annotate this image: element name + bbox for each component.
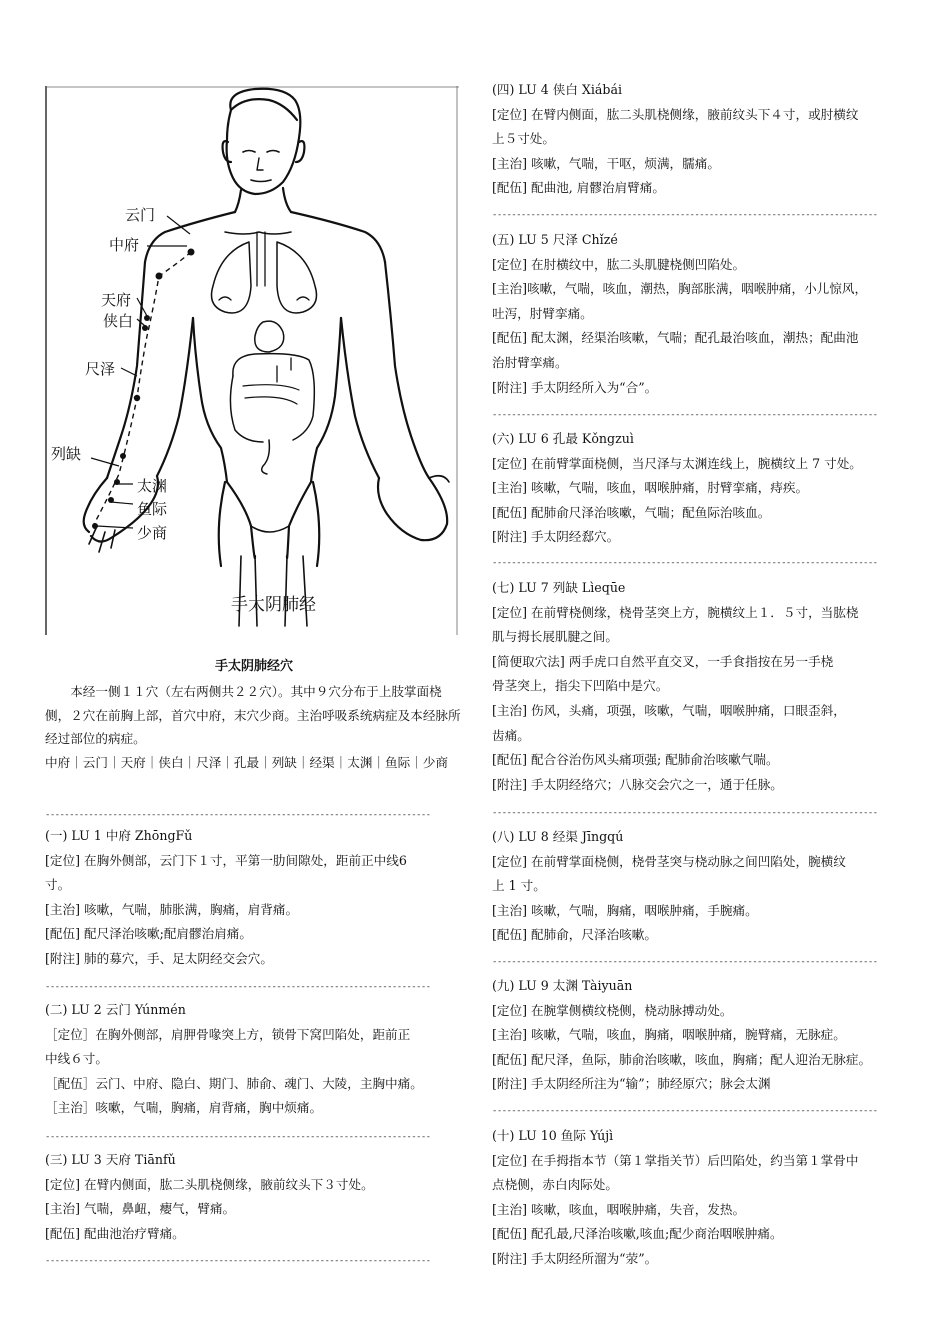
label-zhongfu: 中府 [109, 236, 140, 254]
intro-text: 本经一侧１１穴（左右两侧共２２穴）。其中９穴分布于上肢掌面桡侧，２穴在前胸上部，首穴中府，末穴少商。主治呼吸系统病症及本经脉所经过部位的病症。 [45, 684, 461, 746]
section-line: [主治] 咳嗽，气喘，干呕，烦满，臑痛。 [492, 155, 720, 171]
section-line: [主治] 咳嗽，气喘，咳血，咽喉肿痛，肘臂挛痛，痔疾。 [492, 480, 809, 496]
section-heading: (七) LU 7 列缺 Lìeqūe [492, 580, 626, 595]
acupoint-section-lu3 [45, 1148, 475, 1246]
section-line: [定位] 在腕掌侧横纹桡侧，桡动脉搏动处。 [492, 1002, 733, 1018]
section-line: [配伍] 配肺俞尺泽治咳嗽，气喘；配鱼际治咳血。 [492, 504, 771, 520]
section-caption: 手太阴肺经穴 [214, 659, 293, 674]
section-heading: (十) LU 10 鱼际 Yújì [492, 1128, 614, 1143]
separator: -------------------------------------------------------------------------------- [492, 410, 877, 420]
section-line: [定位] 在前臂桡侧缘，桡骨茎突上方，腕横纹上１．５寸，当肱桡 [492, 604, 859, 620]
separator: -------------------------------------------------------------------------------- [492, 808, 877, 818]
section-line: [附注] 手太阴经所入为“合”。 [492, 379, 658, 395]
section-line: [定位] 在胸外侧部，云门下１寸，平第一肋间隙处，距前正中线6 [45, 852, 407, 868]
section-line: [配伍] 配尺泽治咳嗽;配肩髎治肩痛。 [45, 926, 252, 942]
label-tianfu: 天府 [101, 291, 132, 309]
section-line: 齿痛。 [492, 727, 530, 743]
section-line: [配伍] 配肺俞，尺泽治咳嗽。 [492, 927, 657, 943]
acupoint-section-lu7 [492, 576, 917, 797]
section-line: [定位] 在肘横纹中，肱二头肌腱桡侧凹陷处。 [492, 256, 746, 272]
section-line: [配伍] 配曲池治疗臂痛。 [45, 1225, 185, 1241]
section-line: 骨茎突上，指尖下凹陷中是穴。 [492, 678, 669, 694]
section-line: [主治] 咳嗽，气喘，胸痛，咽喉肿痛，手腕痛。 [492, 902, 758, 918]
separator: -------------------------------------------------------------------------------- [45, 1132, 430, 1142]
label-xiabai: 侠白 [103, 312, 134, 330]
section-line: [配伍] 配合谷治伤风头痛项强; 配肺俞治咳嗽气喘。 [492, 752, 779, 768]
section-line: [定位] 在手拇指本节（第１掌指关节）后凹陷处，约当第１掌骨中 [492, 1152, 859, 1168]
separator: -------------------------------------------------------------------------------- [492, 1106, 877, 1116]
section-heading: (四) LU 4 侠白 Xiábái [492, 82, 623, 97]
label-chize: 尺泽 [85, 360, 116, 378]
section-line: [简便取穴法] 两手虎口自然平直交叉，一手食指按在另一手桡 [492, 653, 834, 669]
label-shaoshang: 少商 [137, 524, 168, 542]
section-line: [配伍] 配曲池, 肩髎治肩臂痛。 [492, 180, 665, 196]
section-line: [主治] 伤风，头痛，项强，咳嗽，气喘，咽喉肿痛，口眼歪斜， [492, 702, 846, 718]
separator: -------------------------------------------------------------------------------- [492, 957, 877, 967]
acupoint-section-lu9 [492, 974, 917, 1097]
separator: -------------------------------------------------------------------------------- [492, 210, 877, 220]
section-line: 点桡侧，赤白肉际处。 [492, 1177, 618, 1193]
section-line: 上 1 寸。 [492, 878, 546, 894]
section-line: [定位] 在前臂掌面桡侧，桡骨茎突与桡动脉之间凹陷处，腕横纹 [492, 853, 846, 869]
section-heading: (八) LU 8 经渠 Jīngqú [492, 829, 624, 844]
section-line: 治肘臂挛痛。 [492, 354, 568, 370]
figure-title: 手太阴肺经 [231, 595, 316, 615]
section-line: [附注] 手太阴经所溜为“荥”。 [492, 1250, 658, 1266]
section-line: [附注] 肺的募穴，手、足太阴经交会穴。 [45, 950, 273, 966]
separator: -------------------------------------------------------------------------------- [45, 982, 430, 992]
section-line: 肌与拇长展肌腱之间。 [492, 629, 618, 645]
section-line: [主治] 气喘，鼻衄，瘿气，臂痛。 [45, 1201, 236, 1217]
section-line: ［定位］在胸外侧部，肩胛骨喙突上方，锁骨下窝凹陷处，距前正 [45, 1026, 411, 1042]
section-line: [配伍] 配太渊，经渠治咳嗽，气喘；配孔最治咳血，潮热；配曲池 [492, 330, 859, 346]
body-diagram [45, 86, 459, 635]
section-line: [附注] 手太阴经所注为“输”；肺经原穴；脉会太渊 [492, 1076, 771, 1092]
label-yunmen: 云门 [125, 206, 156, 224]
acupoint-section-lu4 [492, 78, 917, 201]
section-line: 吐泻，肘臂挛痛。 [492, 305, 593, 321]
separator: -------------------------------------------------------------------------------- [45, 810, 431, 820]
section-line: [定位] 在臂内侧面，肱二头肌桡侧缘，腋前纹头下４寸，或肘横纹 [492, 106, 859, 122]
section-line: [附注] 手太阴经络穴；八脉交会穴之一，通于任脉。 [492, 776, 783, 792]
acupoint-section-lu6 [492, 427, 917, 550]
acupoint-section-lu8 [492, 825, 917, 948]
section-heading: (九) LU 9 太渊 Tàiyuān [492, 978, 633, 993]
section-line: [主治] 咳嗽，气喘，肺胀满，胸痛，肩背痛。 [45, 901, 299, 917]
separator: -------------------------------------------------------------------------------- [45, 1256, 430, 1266]
point-list: 中府｜云门｜天府｜侠白｜尺泽｜孔最｜列缺｜经渠｜太渊｜鱼际｜少商 [45, 754, 448, 770]
section-line: 上５寸处。 [492, 131, 555, 147]
acupoint-section-lu1 [45, 824, 475, 972]
section-line: ［配伍］云门、中府、隐白、期门、肺俞、魂门、大陵，主胸中痛。 [45, 1075, 423, 1091]
acupoint-section-lu5 [492, 228, 917, 400]
meridian-figure [45, 86, 459, 635]
acupoint-section-lu2 [45, 998, 475, 1121]
label-yuji: 鱼际 [137, 500, 168, 518]
section-heading: (三) LU 3 天府 Tiānfǔ [45, 1152, 176, 1167]
section-heading: (一) LU 1 中府 ZhōngFǔ [45, 828, 193, 843]
section-line: [主治] 咳嗽，咳血，咽喉肿痛，失音，发热。 [492, 1201, 746, 1217]
label-taiyuan: 太渊 [137, 477, 168, 495]
section-heading: (五) LU 5 尺泽 Chǐzé [492, 232, 618, 247]
section-line: [主治]咳嗽，气喘，咳血，潮热，胸部胀满，咽喉肿痛，小儿惊风， [492, 281, 868, 297]
label-lieque: 列缺 [51, 445, 82, 463]
section-line: 中线６寸。 [45, 1051, 108, 1067]
intro-block [45, 680, 465, 774]
section-line: 寸。 [45, 877, 71, 893]
section-heading: (六) LU 6 孔最 Kǒngzuì [492, 431, 634, 446]
section-line: [主治] 咳嗽，气喘，咳血，胸痛，咽喉肿痛，腕臂痛，无脉症。 [492, 1027, 846, 1043]
section-line: ［主治］咳嗽，气喘，胸痛，肩背痛，胸中烦痛。 [45, 1100, 323, 1116]
section-line: [定位] 在前臂掌面桡侧，当尺泽与太渊连线上，腕横纹上 7 寸处。 [492, 455, 862, 471]
separator: -------------------------------------------------------------------------------- [492, 558, 877, 568]
section-line: [配伍] 配孔最,尺泽治咳嗽,咳血;配少商治咽喉肿痛。 [492, 1226, 783, 1242]
section-heading: (二) LU 2 云门 Yúnmén [45, 1002, 186, 1017]
section-line: [附注] 手太阴经郄穴。 [492, 529, 620, 545]
acupoint-section-lu10 [492, 1124, 917, 1272]
section-line: [配伍] 配尺泽，鱼际，肺俞治咳嗽，咳血，胸痛；配人迎治无脉症。 [492, 1051, 872, 1067]
section-line: [定位] 在臂内侧面，肱二头肌桡侧缘，腋前纹头下３寸处。 [45, 1176, 374, 1192]
